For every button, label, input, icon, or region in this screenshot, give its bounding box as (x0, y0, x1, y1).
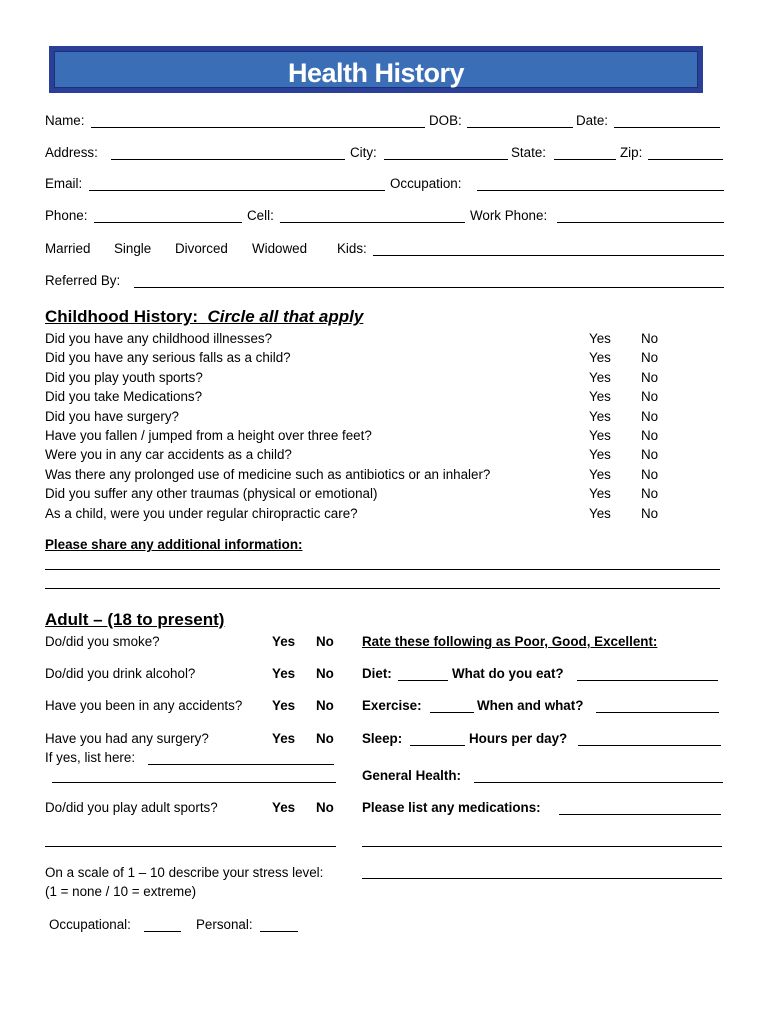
childhood-question: Did you suffer any other traumas (physical or emotional) (45, 486, 378, 501)
alcohol-no[interactable]: No (316, 666, 334, 681)
childhood-yes-option[interactable]: Yes (589, 506, 611, 521)
title-banner-inner (54, 51, 698, 88)
rate-heading: Rate these following as Poor, Good, Excellent: (362, 634, 658, 649)
alcohol-question: Do/did you drink alcohol? (45, 666, 196, 681)
alcohol-yes[interactable]: Yes (272, 666, 296, 681)
married-option[interactable]: Married (45, 241, 91, 256)
childhood-question: Did you have any serious falls as a child? (45, 350, 291, 365)
smoke-question: Do/did you smoke? (45, 634, 160, 649)
childhood-yes-option[interactable]: Yes (589, 428, 611, 443)
sleep-field[interactable] (410, 745, 465, 746)
email-label: Email: (45, 176, 83, 191)
title-banner (49, 46, 703, 93)
childhood-question: As a child, were you under regular chiropractic care? (45, 506, 358, 521)
kids-field[interactable] (373, 255, 724, 256)
childhood-no-option[interactable]: No (641, 409, 659, 424)
city-field[interactable] (384, 159, 508, 160)
smoke-no[interactable]: No (316, 634, 334, 649)
hours-label: Hours per day? (469, 731, 568, 746)
childhood-yes-option[interactable]: Yes (589, 486, 611, 501)
surgery-list-field-2[interactable] (52, 782, 336, 783)
sports-field[interactable] (45, 846, 336, 847)
kids-label: Kids: (337, 241, 367, 256)
occupation-label: Occupation: (390, 176, 462, 191)
childhood-no-option[interactable]: No (641, 389, 659, 404)
zip-field[interactable] (648, 159, 723, 160)
childhood-question: Did you have surgery? (45, 409, 179, 424)
childhood-question: Did you have any childhood illnesses? (45, 331, 273, 346)
personal-stress-label: Personal: (196, 917, 253, 932)
surgery-yes[interactable]: Yes (272, 731, 296, 746)
phone-label: Phone: (45, 208, 88, 223)
additional-info-label: Please share any additional information: (45, 537, 303, 552)
childhood-yes-option[interactable]: Yes (589, 331, 611, 346)
widowed-option[interactable]: Widowed (252, 241, 308, 256)
smoke-yes[interactable]: Yes (272, 634, 296, 649)
work-phone-field[interactable] (557, 222, 724, 223)
address-field[interactable] (111, 159, 345, 160)
accidents-question: Have you been in any accidents? (45, 698, 243, 713)
exercise-field[interactable] (430, 712, 474, 713)
when-what-field[interactable] (596, 712, 719, 713)
medications-label: Please list any medications: (362, 800, 541, 815)
state-field[interactable] (554, 159, 616, 160)
state-label: State: (511, 145, 546, 160)
adult-heading: Adult – (18 to present) (45, 610, 225, 629)
surgery-question: Have you had any surgery? (45, 731, 209, 746)
childhood-question: Was there any prolonged use of medicine such as antibiotics or an inhaler? (45, 467, 491, 482)
name-label: Name: (45, 113, 85, 128)
occupational-stress-label: Occupational: (49, 917, 131, 932)
sports-question: Do/did you play adult sports? (45, 800, 218, 815)
childhood-yes-option[interactable]: Yes (589, 389, 611, 404)
address-label: Address: (45, 145, 98, 160)
surgery-if-yes-label: If yes, list here: (45, 750, 136, 765)
work-phone-label: Work Phone: (470, 208, 548, 223)
general-health-label: General Health: (362, 768, 461, 783)
dob-label: DOB: (429, 113, 462, 128)
general-health-field[interactable] (474, 782, 723, 783)
occupational-stress-field[interactable] (144, 931, 181, 932)
personal-stress-field[interactable] (260, 931, 298, 932)
childhood-no-option[interactable]: No (641, 447, 659, 462)
medications-field-2[interactable] (362, 846, 722, 847)
accidents-yes[interactable]: Yes (272, 698, 296, 713)
childhood-no-option[interactable]: No (641, 506, 659, 521)
zip-label: Zip: (620, 145, 643, 160)
city-label: City: (350, 145, 377, 160)
what-eat-field[interactable] (577, 680, 718, 681)
phone-field[interactable] (94, 222, 242, 223)
diet-field[interactable] (398, 680, 448, 681)
childhood-no-option[interactable]: No (641, 486, 659, 501)
childhood-question: Were you in any car accidents as a child? (45, 447, 292, 462)
exercise-label: Exercise: (362, 698, 422, 713)
hours-field[interactable] (578, 745, 721, 746)
cell-field[interactable] (280, 222, 465, 223)
stress-question: On a scale of 1 – 10 describe your stress level: (45, 865, 324, 880)
stress-scale-note: (1 = none / 10 = extreme) (45, 884, 197, 899)
childhood-no-option[interactable]: No (641, 350, 659, 365)
surgery-no[interactable]: No (316, 731, 334, 746)
diet-label: Diet: (362, 666, 392, 681)
name-field[interactable] (91, 127, 425, 128)
childhood-yes-option[interactable]: Yes (589, 467, 611, 482)
childhood-yes-option[interactable]: Yes (589, 370, 611, 385)
childhood-yes-option[interactable]: Yes (589, 350, 611, 365)
referred-by-field[interactable] (134, 287, 724, 288)
childhood-no-option[interactable]: No (641, 467, 659, 482)
dob-field[interactable] (467, 127, 573, 128)
additional-info-line-1[interactable] (45, 569, 720, 570)
when-what-label: When and what? (477, 698, 584, 713)
single-option[interactable]: Single (114, 241, 152, 256)
childhood-no-option[interactable]: No (641, 370, 659, 385)
childhood-no-option[interactable]: No (641, 428, 659, 443)
childhood-heading-note: Circle all that apply (207, 307, 364, 326)
childhood-question: Did you play youth sports? (45, 370, 203, 385)
email-field[interactable] (89, 190, 385, 191)
childhood-question: Have you fallen / jumped from a height over three feet? (45, 428, 372, 443)
childhood-yes-option[interactable]: Yes (589, 409, 611, 424)
surgery-list-field-1[interactable] (148, 764, 334, 765)
what-eat-label: What do you eat? (452, 666, 564, 681)
sports-yes[interactable]: Yes (272, 800, 296, 815)
accidents-no[interactable]: No (316, 698, 334, 713)
occupation-field[interactable] (477, 190, 724, 191)
childhood-heading (45, 307, 363, 327)
cell-label: Cell: (247, 208, 274, 223)
divorced-option[interactable]: Divorced (175, 241, 228, 256)
childhood-no-option[interactable]: No (641, 331, 659, 346)
additional-info-line-2[interactable] (45, 588, 720, 589)
sports-no[interactable]: No (316, 800, 334, 815)
date-label: Date: (576, 113, 609, 128)
childhood-yes-option[interactable]: Yes (589, 447, 611, 462)
medications-field-3[interactable] (362, 878, 722, 879)
sleep-label: Sleep: (362, 731, 403, 746)
childhood-heading-text: Childhood History: (45, 307, 198, 326)
date-field[interactable] (614, 127, 720, 128)
referred-by-label: Referred By: (45, 273, 121, 288)
page-title: Health History (287, 58, 465, 88)
childhood-question: Did you take Medications? (45, 389, 203, 404)
medications-field-1[interactable] (559, 814, 721, 815)
